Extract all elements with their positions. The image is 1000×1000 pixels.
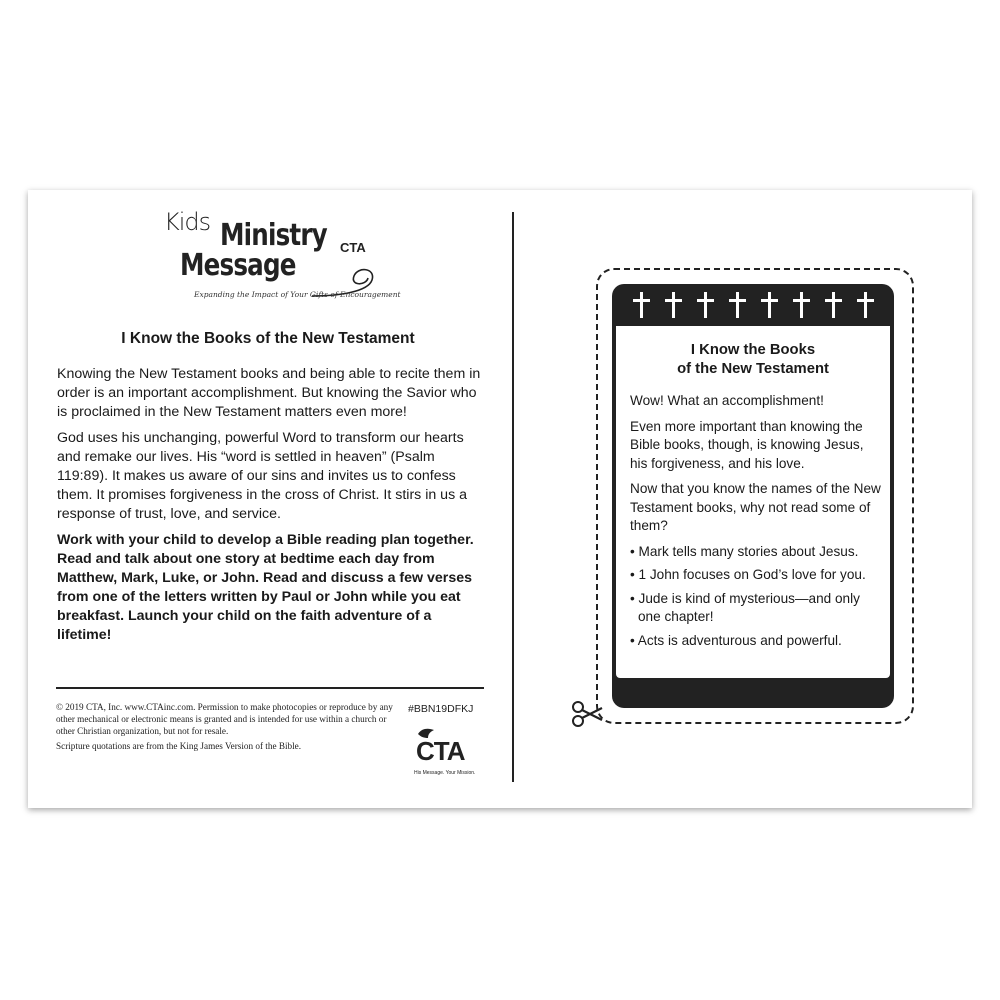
cta-logo-tagline: His Message. Your Mission. — [414, 770, 476, 776]
cross-row — [612, 284, 894, 326]
scripture-notice: Scripture quotations are from the King James Version of the Bible. — [56, 741, 302, 751]
cross-icon — [791, 290, 812, 320]
logo-tagline: Expanding the Impact of Your Gifts of Encouragement — [194, 290, 401, 299]
logo-kids: Kids — [164, 208, 211, 236]
cross-icon — [631, 290, 652, 320]
page-title: I Know the Books of the New Testament — [121, 330, 415, 347]
card-title — [616, 341, 890, 379]
logo-ministry: Ministry — [220, 218, 327, 253]
cross-icon — [663, 290, 684, 320]
card-paragraph: Even more important than knowing the Bible books, though, is knowing Jesus, his forgiveness, and his love. — [630, 418, 864, 471]
cross-icon — [759, 290, 780, 320]
card-paragraph: Now that you know the names of the New Testament books, why not read some of them? — [630, 481, 881, 533]
cross-icon — [823, 290, 844, 320]
scripture-card — [612, 284, 894, 708]
cross-icon — [855, 290, 876, 320]
kids-ministry-message-logo — [158, 204, 401, 304]
center-divider — [512, 212, 514, 782]
paragraph: Knowing the New Testament books and being able to recite them in order is an important accomplishment. But knowing the Savior who is proclaimed in the New Testament matters even more! — [57, 366, 481, 420]
list-item: • 1 John focuses on God’s love for you. — [630, 566, 884, 585]
card-body — [616, 326, 890, 678]
cross-icon — [695, 290, 716, 320]
body-text — [57, 365, 485, 652]
card-paragraph: Wow! What an accomplishment! — [630, 393, 824, 408]
cross-icon — [727, 290, 748, 320]
handout-sheet — [28, 190, 972, 808]
scissors-icon — [570, 700, 604, 728]
list-item: • Mark tells many stories about Jesus. — [630, 543, 884, 562]
list-item: • Jude is kind of mysterious—and only one chapter! — [630, 590, 884, 627]
product-code: #BBN19DFKJ — [408, 703, 474, 715]
legal-text — [56, 701, 396, 755]
card-text — [630, 392, 884, 655]
logo-cta: CTA — [340, 240, 366, 255]
card-bullet-list — [630, 543, 884, 651]
footer-divider — [56, 687, 484, 689]
cta-logo-text: CTA — [416, 736, 465, 766]
logo-message: Message — [180, 248, 296, 283]
card-title-line2: of the New Testament — [677, 361, 829, 377]
list-item: • Acts is adventurous and powerful. — [630, 632, 884, 651]
cta-logo — [412, 726, 482, 782]
card-title-line1: I Know the Books — [690, 342, 816, 358]
copyright-notice: © 2019 CTA, Inc. www.CTAinc.com. Permission to make photocopies or reproduce by any other mechanical or electronic means is granted and is intended for use within a church or other Christian organization, but not for resale. — [56, 702, 393, 736]
paragraph-bold: Work with your child to develop a Bible reading plan together. Read and talk about one story at bedtime each day from Matthew, Mark, Luke, or John. Read and discuss a few verses from one of the letters written by Paul or John while you eat breakfast. Launch your child on the faith adventure of a lifetime! — [57, 532, 474, 643]
paragraph: God uses his unchanging, powerful Word to transform our hearts and remake our lives. His “word is settled in heaven” (Psalm 119:89). It makes us aware of our sins and invites us to confess them. It promises forgiveness in the cross of Christ. It stirs in us a response of trust, love, and service. — [57, 430, 468, 522]
